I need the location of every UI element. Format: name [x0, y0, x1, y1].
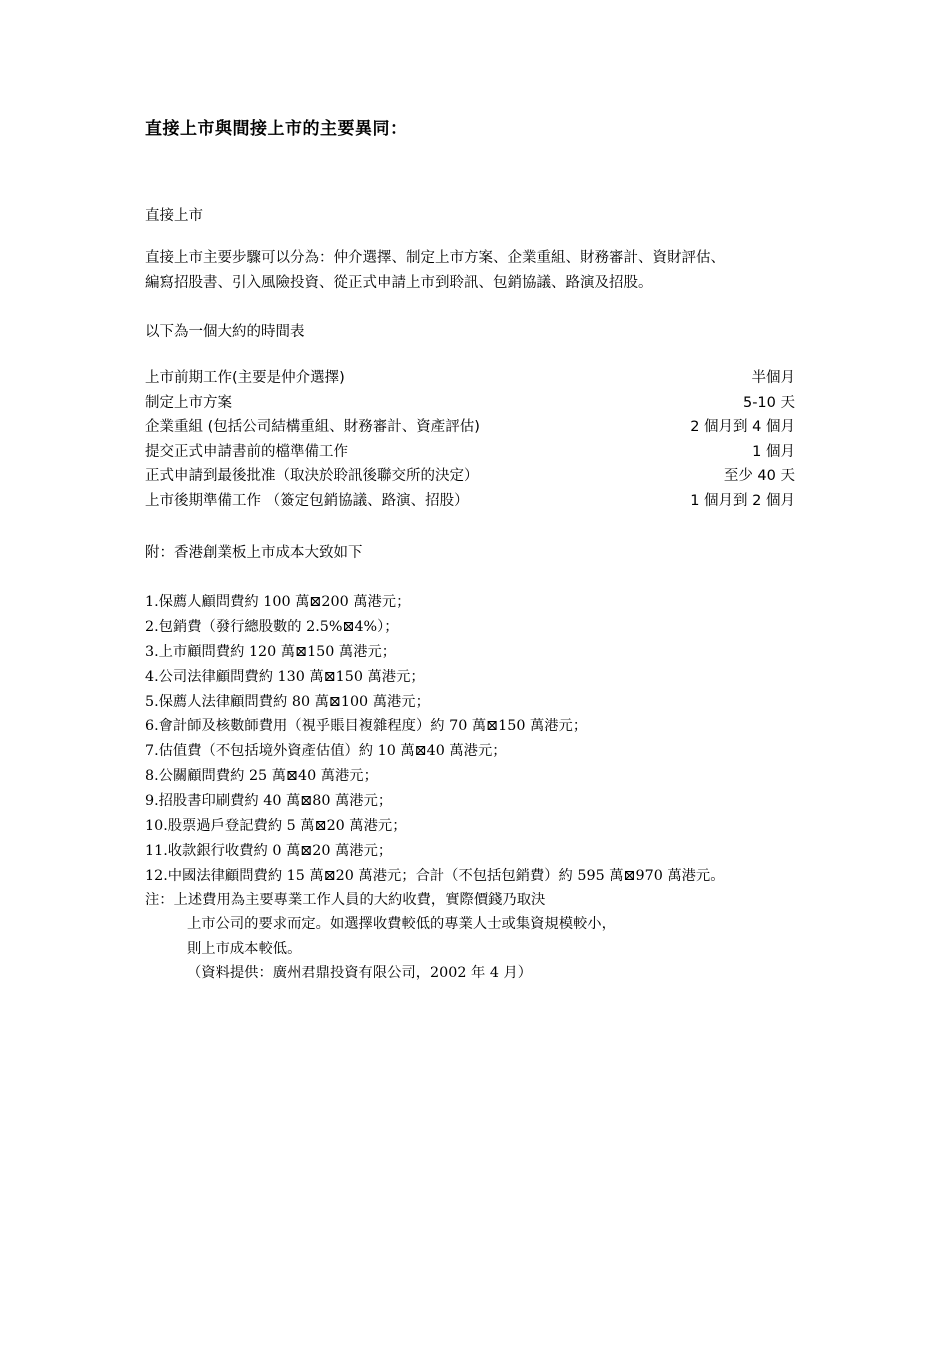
note-line: 則上市成本較低。: [187, 940, 302, 957]
timeline-duration: 至少 40 天: [723, 468, 795, 485]
intro-line: 編寫招股書、引入風險投資、從正式申請上市到聆訊、包銷協議、路演及招股。: [145, 275, 653, 291]
timeline-duration: 1 個月: [752, 443, 795, 460]
cost-item: 3.上市顧問費約 120 萬⊠150 萬港元；: [145, 643, 397, 660]
timeline-row: [145, 415, 795, 440]
timeline-table: [145, 366, 795, 514]
schedule-label: 以下為一個大約的時間表: [145, 324, 305, 340]
intro-line: 直接上市主要步驟可以分為：仲介選擇、制定上市方案、企業重組、財務審計、資財評估、: [145, 250, 725, 266]
timeline-task: 制定上市方案: [145, 394, 232, 411]
intro-paragraph: [145, 246, 825, 296]
note-line: 注：上述費用為主要專業工作人員的大約收費，實際價錢乃取決: [145, 892, 546, 908]
cost-item: 5.保薦人法律顧問費約 80 萬⊠100 萬港元；: [145, 693, 430, 710]
cost-item: 7.估值費（不包括境外資產估值）約 10 萬⊠40 萬港元；: [145, 743, 507, 760]
timeline-row: [145, 366, 795, 391]
source-note: （資料提供：廣州君鼎投資有限公司，2002 年 4 月）: [187, 965, 533, 982]
cost-item: 6.會計師及核數師費用（視乎賬目複雜程度）約 70 萬⊠150 萬港元；: [145, 718, 588, 735]
cost-item: 2.包銷費（發行總股數的 2.5%⊠4%）；: [145, 618, 399, 635]
timeline-row: [145, 464, 795, 489]
timeline-duration: 2 個月到 4 個月: [690, 419, 795, 436]
cost-item: 12.中國法律顧問費約 15 萬⊠20 萬港元；合計（不包括包銷費）約 595 萬⊠970 萬港元。: [145, 867, 725, 884]
cost-item: 1.保薦人顧問費約 100 萬⊠200 萬港元；: [145, 594, 411, 610]
timeline-task: 正式申請到最後批准（取決於聆訊後聯交所的決定）: [145, 468, 479, 485]
timeline-row: [145, 440, 795, 465]
timeline-task: 上市後期準備工作 （簽定包銷協議、路演、招股）: [145, 492, 469, 509]
document-title: 直接上市與間接上市的主要異同：: [145, 119, 408, 139]
cost-item: 9.招股書印刷費約 40 萬⊠80 萬港元；: [145, 793, 393, 810]
timeline-row: [145, 489, 795, 514]
timeline-duration: 1 個月到 2 個月: [690, 492, 795, 509]
cost-item: 10.股票過戶登記費約 5 萬⊠20 萬港元；: [145, 818, 407, 835]
cost-item: 11.收款銀行收費約 0 萬⊠20 萬港元；: [145, 842, 393, 859]
section-heading: 直接上市: [145, 208, 203, 224]
timeline-duration: 5-10 天: [742, 394, 795, 411]
note-line: 上市公司的要求而定。如選擇收費較低的專業人士或集資規模較小，: [187, 916, 616, 933]
cost-list: [145, 590, 825, 889]
cost-item: 8.公關顧問費約 25 萬⊠40 萬港元；: [145, 768, 378, 785]
timeline-task: 上市前期工作(主要是仲介選擇): [145, 370, 345, 386]
cost-item: 4.公司法律顧問費約 130 萬⊠150 萬港元；: [145, 668, 425, 685]
notes-block: [145, 888, 825, 986]
timeline-duration: 半個月: [751, 370, 795, 386]
timeline-task: 企業重組 (包括公司結構重組、財務審計、資產評估): [145, 419, 480, 436]
timeline-task: 提交正式申請書前的檔準備工作: [145, 443, 348, 460]
timeline-row: [145, 391, 795, 416]
cost-heading: 附：香港創業板上市成本大致如下: [145, 545, 363, 561]
